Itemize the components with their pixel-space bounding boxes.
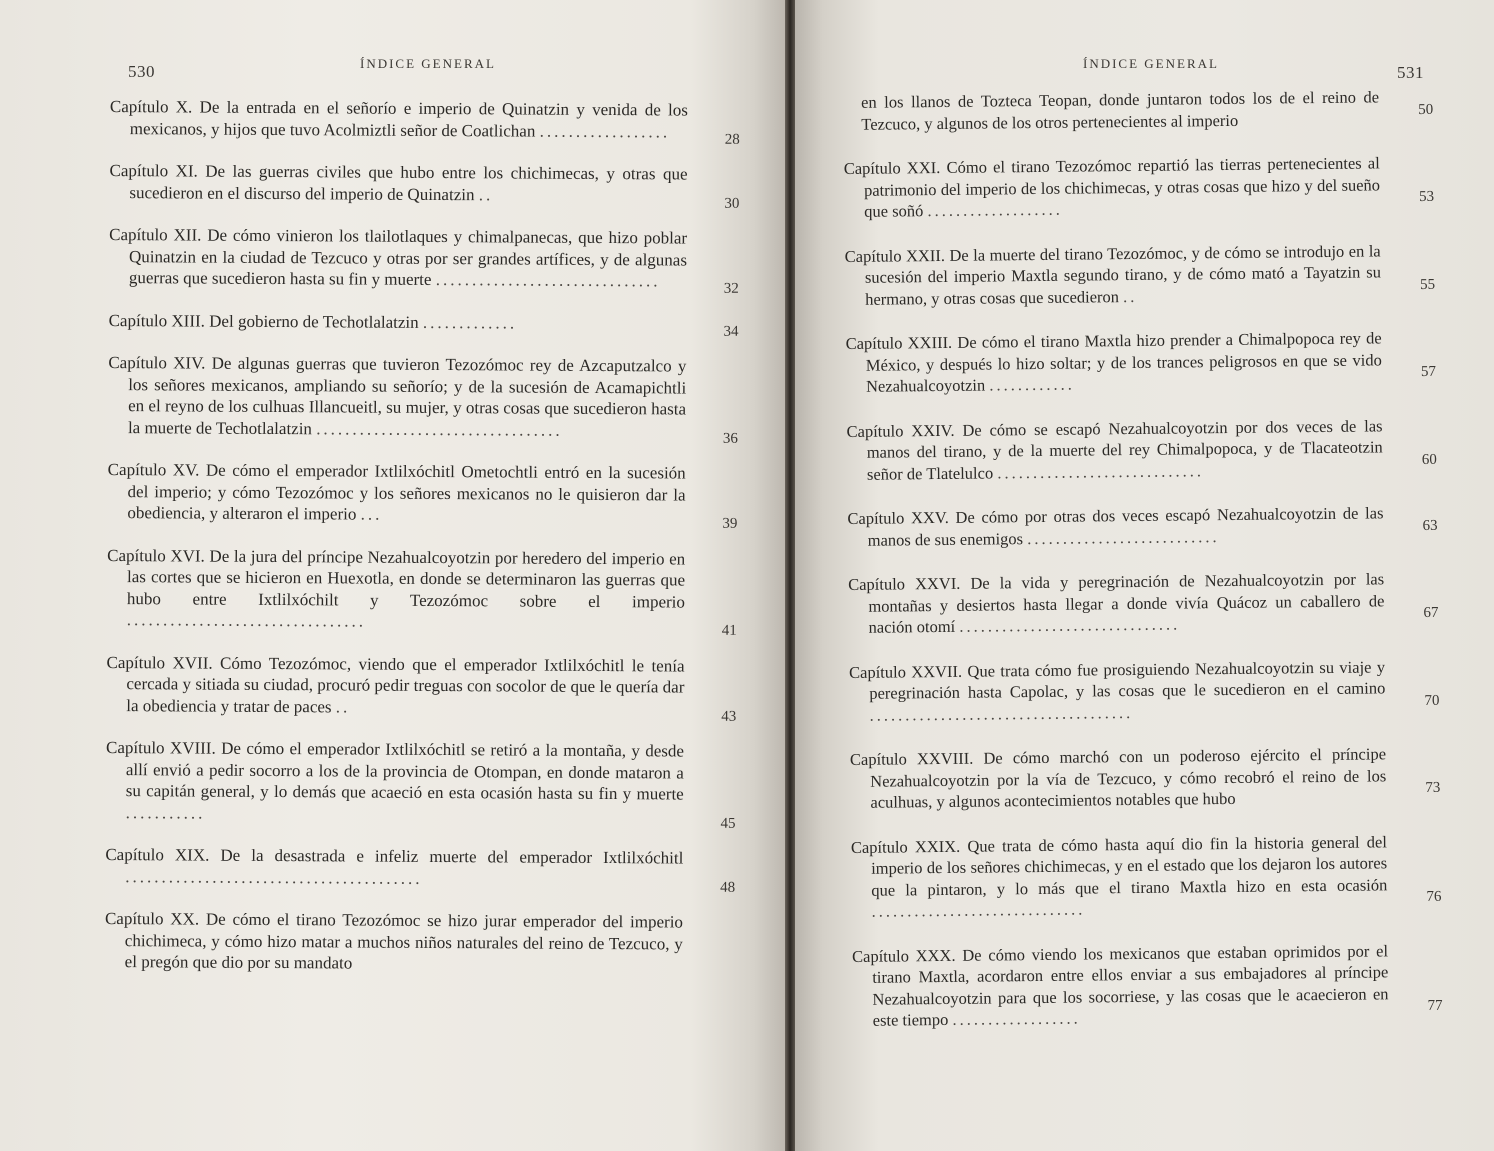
entry-title: Capítulo X. De la entrada en el señorío e imperio de Quinatzin y venida de los mexicanos, y hijos que tuvo Acolmiztli señor de Coatlichan	[109, 96, 688, 141]
entry-title: Capítulo XVI. De la jura del príncipe Nezahualcoyotzin por heredero del imperio en las cortes que se hicieron en Huexotla, en donde se determinaron las guerras que hubo entre Ixtlilxóchilt y Tezozómoc sobre el imperio	[107, 545, 686, 612]
toc-entry	[843, 86, 1433, 135]
entry-page: 36	[722, 430, 738, 447]
entry-title: Capítulo XIII. Del gobierno de Techotlalatzin	[108, 310, 419, 332]
entry-title: Capítulo XII. De cómo vinieron los tlailotlaques y chimalpanecas, que hizo poblar Quinatzin en la ciudad de Tezcuco y otras por ser grandes artífices, y de algunas guerras que sucedieron hasta su fin y muerte	[109, 224, 688, 289]
entry-title: Capítulo XXIX. Que trata de cómo hasta aquí dio fin la historia general del imperio de los señores chichimecas, y en el estado que los dejaron los autores que la pintaron, y lo más que el tirano Maxtla hizo en esta ocasión	[850, 831, 1388, 900]
entry-title: Capítulo XI. De las guerras civiles que hubo entre los chichimecas, y otras que sucedieron en el discurso del imperio de Quinatzin	[109, 160, 688, 204]
entry-title: Capítulo XXII. De la muerte del tirano Tezozómoc, y de cómo se introdujo en la sucesión del imperio Maxtla segundo tirano, y de cómo mató a Tayatzin su hermano, y otras cosas que sucedieron	[844, 240, 1382, 309]
toc-entry: Capítulo XXVII. Que trata cómo fue prosiguiendo Nezahualcoyotzin su viaje y peregrinación hasta Capolac, y las cosas que le sucedieron en el camino ..................................... 70	[848, 656, 1440, 725]
entry-title: Capítulo XV. De cómo el emperador Ixtlilxóchitl Ometochtli entró en la sucesión del imperio; y cómo Tezozómoc y los señores mexicanos no le quisieron dar la obediencia, y alteraron el imperio	[107, 459, 686, 524]
entry-title: Capítulo XXI. Cómo el tirano Tezozómoc repartió las tierras pertenecientes al patrimonio del imperio de los chichimecas, y otras cosas que hizo y del sueño que soñó	[843, 153, 1381, 221]
entry-title: Capítulo XXVI. De la vida y peregrinación de Nezahualcoyotzin por las montañas y desiertos hasta llegar a donde vivía Quácoz un caballero de nación otomí	[848, 569, 1385, 637]
toc-entry: Capítulo XI. De las guerras civiles que hubo entre los chichimecas, y otras que sucedieron en el discurso del imperio de Quinatzin .. 30	[109, 160, 739, 207]
entry-page: 32	[723, 280, 739, 297]
book-gutter	[785, 0, 795, 1151]
entry-page: 70	[1424, 692, 1440, 709]
toc-entry: Capítulo XXVI. De la vida y peregrinación de Nezahualcoyotzin por las montañas y desiertos hasta llegar a donde vivía Quácoz un caballero de nación otomí ............................... 67	[848, 569, 1439, 637]
entry-title: Capítulo XVII. Cómo Tezozómoc, viendo que el emperador Ixtlilxóchitl le tenía cercada y sitiada su ciudad, procuró pedir treguas con socolor de que le quería dar la obediencia y tratar de paces	[106, 652, 685, 716]
entry-page: 77	[1427, 997, 1443, 1014]
toc-entry: Capítulo X. De la entrada en el señorío e imperio de Quinatzin y venida de los mexicanos, y hijos que tuvo Acolmiztli señor de Coatlichan .................. 28	[110, 96, 740, 143]
entry-title: Capítulo XVIII. De cómo el emperador Ixtlilxóchitl se retiró a la montaña, y desde allí envió a pedir socorro a los de la provincia de Otompan, en donde mataron a su capitán general, y lo demás que acaeció en esta ocasión hasta su fin y muerte	[105, 737, 685, 804]
entry-title: en los llanos de Tozteca Teopan, donde juntaron todos los de el reino de Tezcuco, y algunos de los otros pertenecientes al imperio	[861, 87, 1380, 134]
entry-title: Capítulo XXV. De cómo por otras dos veces escapó Nezahualcoyotzin de las manos de sus enemigos	[847, 503, 1384, 550]
entry-title: Capítulo XIX. De la desastrada e infeliz muerte del emperador Ixtlilxóchitl	[105, 844, 684, 868]
toc-entry: Capítulo XVIII. De cómo el emperador Ixtlilxóchitl se retiró a la montaña, y desde allí envió a pedir socorro a los de la provincia de Otompan, en donde mataron a su capitán general, y lo demás que acaeció en esta ocasión hasta su fin y muerte ........... 45	[106, 737, 737, 827]
entry-page: 76	[1426, 888, 1442, 905]
entry-page: 45	[720, 815, 736, 832]
entry-title: Capítulo XXX. De cómo viendo los mexicanos que estaban oprimidos por el tirano Maxtla, acordaron entre ellos enviar a sus embajadores al príncipe Nezahualcoyotzin para que los socorriese, y las cosas que le acaecieron en este tiempo	[851, 940, 1389, 1030]
entry-page: 55	[1419, 276, 1436, 293]
toc-entry	[105, 908, 735, 976]
entry-page: 39	[722, 515, 738, 532]
entry-page: 48	[720, 879, 736, 896]
toc-entry: Capítulo XXIV. De cómo se escapó Nezahualcoyotzin por dos veces de las manos del tirano, y de la muerte del rey Chimalpopoca, y de Tlacateotzin señor de Tlatelulco ............................. 60	[846, 415, 1437, 484]
toc-entry: Capítulo XXX. De cómo viendo los mexicanos que estaban oprimidos por el tirano Maxtla, acordaron entre ellos enviar a sus embajadores al príncipe Nezahualcoyotzin para que los socorriese, y las cosas que le acaecieron en este tiempo .................. 77	[851, 940, 1443, 1030]
entry-page: 43	[721, 708, 737, 725]
toc-entry: Capítulo XIX. De la desastrada e infeliz muerte del emperador Ixtlilxóchitl ......................................... 48	[105, 844, 735, 891]
entry-page: 34	[723, 323, 739, 340]
toc-entry: Capítulo XXI. Cómo el tirano Tezozómoc repartió las tierras pertenecientes al patrimonio del imperio de los chichimecas, y otras cosas que hizo y del sueño que soñó ................... 53	[843, 153, 1435, 221]
entry-page: 50	[1418, 101, 1434, 118]
entry-page: 60	[1421, 451, 1437, 468]
entry-page: 57	[1420, 363, 1437, 380]
entry-title: Capítulo XXIII. De cómo el tirano Maxtla hizo prender a Chimalpopoca rey de México, y después lo hizo soltar; y de los trances peligrosos en que se vido Nezahualcoyotzin	[845, 328, 1382, 396]
toc-entry: Capítulo XXIII. De cómo el tirano Maxtla hizo prender a Chimalpopoca rey de México, y después lo hizo soltar; y de los trances peligrosos en que se vido Nezahualcoyotzin ............ 57	[845, 328, 1437, 396]
entry-title: Capítulo XX. De cómo el tirano Tezozómoc se hizo jurar emperador del imperio chichimeca, y cómo hizo matar a muchos niños naturales del reino de Tezcuco, y el pregón que dio por su mandato	[104, 908, 684, 973]
toc-entry: Capítulo XXIX. Que trata de cómo hasta aquí dio fin la historia general del imperio de los señores chichimecas, y en el estado que los dejaron los autores que la pintaron, y lo más que el tirano Maxtla hizo en esta ocasión .............................. 76	[850, 831, 1442, 921]
toc-entry: Capítulo XXV. De cómo por otras dos veces escapó Nezahualcoyotzin de las manos de sus enemigos ........................... 63	[847, 503, 1438, 550]
toc-list	[843, 86, 1443, 1055]
entry-title: Capítulo XXVIII. De cómo marchó con un poderoso ejército el príncipe Nezahualcoyotzin por la vía de Tezcuco, y cómo recobró el reino de los aculhuas, y algunos acontecimientos notables que hubo	[849, 744, 1387, 812]
running-head: ÍNDICE GENERAL	[360, 56, 496, 71]
entry-page: 28	[724, 131, 740, 148]
entry-page: 67	[1423, 604, 1439, 621]
entry-page: 41	[721, 622, 737, 639]
toc-entry: Capítulo XII. De cómo vinieron los tlailotlaques y chimalpanecas, que hizo poblar Quinatzin en la ciudad de Tezcuco y otras por ser grandes artífices, y de algunas guerras que sucedieron hasta su fin y muerte ............................... 32	[109, 224, 739, 292]
toc-entry: Capítulo XIV. De algunas guerras que tuvieron Tezozómoc rey de Azcaputzalco y los señores mexicanos, ampliando su señorío; y de la sucesión de Acamapichtli en el reyno de los culhuas Illancueitl, su mujer, y otras cosas que sucedieron hasta la muerte de Techotlalatzin .................................. 36	[108, 352, 739, 442]
entry-page: 73	[1425, 779, 1441, 796]
right-page	[795, 0, 1494, 1151]
toc-list	[105, 96, 740, 997]
toc-entry	[850, 743, 1441, 814]
entry-page: 53	[1419, 188, 1435, 205]
entry-title: Capítulo XXVII. Que trata cómo fue prosiguiendo Nezahualcoyotzin su viaje y peregrinación hasta Capolac, y las cosas que le sucedieron en el camino	[848, 656, 1386, 703]
entry-title: Capítulo XIV. De algunas guerras que tuvieron Tezozómoc rey de Azcaputzalco y los señores mexicanos, ampliando su señorío; y de la sucesión de Acamapichtli en el reyno de los culhuas Illancueitl, su mujer, y otras cosas que sucedieron hasta la muerte de Techotlalatzin	[108, 352, 687, 438]
toc-entry: Capítulo XXII. De la muerte del tirano Tezozómoc, y de cómo se introdujo en la sucesión del imperio Maxtla segundo tirano, y de cómo mató a Tayatzin su hermano, y otras cosas que sucedieron .. 55	[844, 240, 1436, 309]
running-head: ÍNDICE GENERAL	[1083, 56, 1219, 71]
toc-entry: Capítulo XVI. De la jura del príncipe Nezahualcoyotzin por heredero del imperio en las cortes que se hicieron en Huexotla, en donde se determinaron las guerras que hubo entre Ixtlilxóchilt y Tezozómoc sobre el imperio ................................. 41	[107, 544, 738, 634]
toc-entry: Capítulo XVII. Cómo Tezozómoc, viendo que el emperador Ixtlilxóchitl le tenía cercada y sitiada su ciudad, procuró pedir treguas con socolor de que le quería dar la obediencia y tratar de paces .. 43	[106, 651, 736, 719]
toc-entry: Capítulo XV. De cómo el emperador Ixtlilxóchitl Ometochtli entró en la sucesión del imperio; y cómo Tezozómoc y los señores mexicanos no le quisieron dar la obediencia, y alteraron el imperio ... 39	[107, 459, 737, 527]
page-number: 531	[1397, 63, 1424, 82]
entry-page: 30	[724, 195, 740, 212]
entry-title: Capítulo XXIV. De cómo se escapó Nezahualcoyotzin por dos veces de las manos del tirano, y de la muerte del rey Chimalpopoca, y de Tlacateotzin señor de Tlatelulco	[846, 415, 1383, 484]
entry-page: 63	[1422, 517, 1438, 534]
toc-entry: Capítulo XIII. Del gobierno de Techotlalatzin ............. 34	[109, 309, 739, 334]
page-number: 530	[128, 62, 155, 81]
